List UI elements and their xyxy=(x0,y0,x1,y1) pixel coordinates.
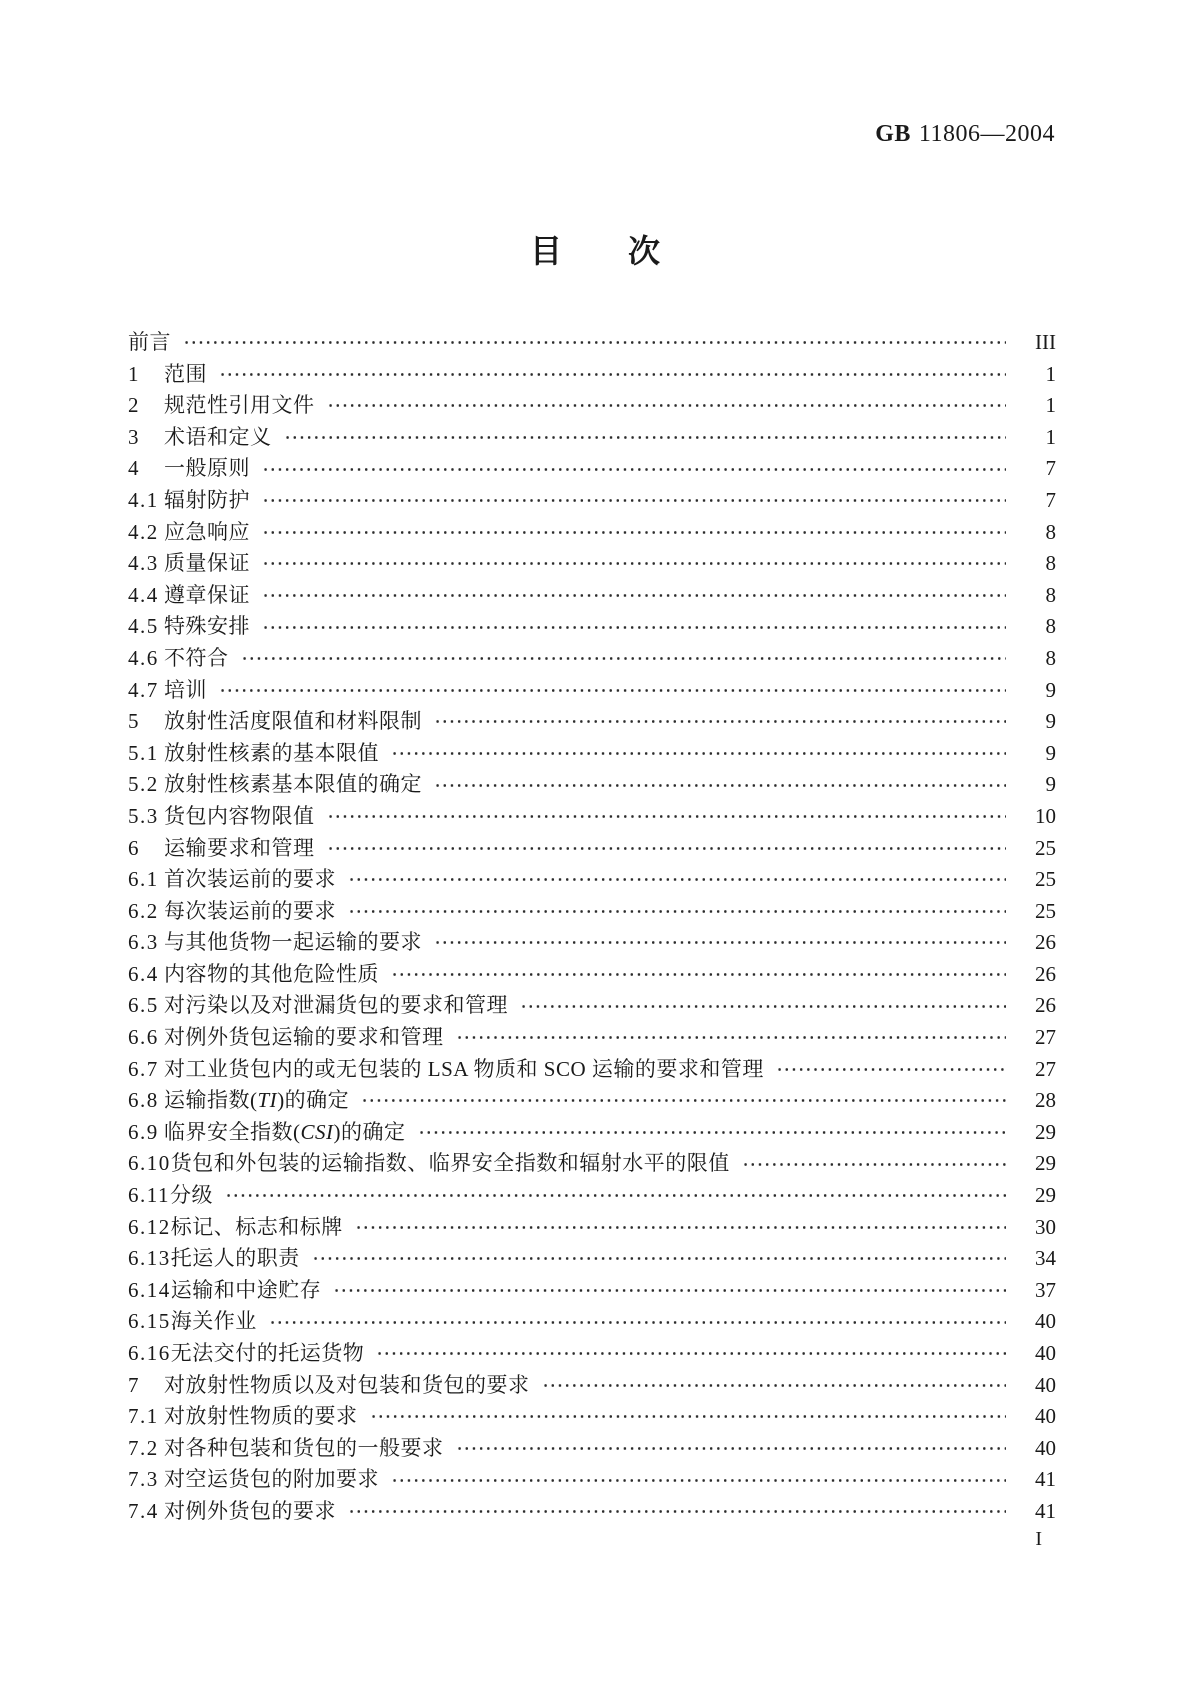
toc-row-number: 6.13 xyxy=(128,1246,171,1271)
toc-row-number: 6.4 xyxy=(128,961,159,986)
toc-row xyxy=(128,1148,1056,1180)
toc-row xyxy=(128,1117,1056,1149)
toc-row-page: 34 xyxy=(1035,1246,1056,1271)
toc-row-page: 40 xyxy=(1035,1372,1056,1397)
page-title: 目 次 xyxy=(529,233,661,269)
toc-row-title: 培训 xyxy=(164,677,207,702)
toc-row xyxy=(128,706,1056,738)
toc-row xyxy=(128,485,1056,517)
toc-row-number: 2 xyxy=(128,393,140,418)
toc-row-page: 29 xyxy=(1035,1119,1056,1144)
standard-code-number: 11806—2004 xyxy=(918,121,1055,147)
toc-row-number: 5 xyxy=(128,709,140,734)
toc-row xyxy=(128,517,1056,549)
toc-row-number: 3 xyxy=(128,424,140,449)
toc-row-dot-leader xyxy=(225,1180,1006,1212)
toc-row-page: 40 xyxy=(1035,1404,1056,1429)
toc-row xyxy=(128,390,1056,422)
toc-row-dot-leader xyxy=(262,485,1006,517)
toc-row-title: 无法交付的托运货物 xyxy=(170,1341,365,1365)
toc-row-dot-leader xyxy=(327,390,1007,422)
toc-row-title: 标记、标志和标牌 xyxy=(170,1214,343,1239)
toc-row-title: 海关作业 xyxy=(170,1309,257,1334)
toc-row-dot-leader xyxy=(262,548,1006,580)
toc-row-dot-leader xyxy=(348,1496,1006,1528)
toc-row xyxy=(128,990,1056,1022)
toc-row-number: 6.1 xyxy=(128,867,159,892)
toc-row-page: 9 xyxy=(1045,772,1056,797)
toc-row xyxy=(128,580,1056,612)
toc-row-dot-leader xyxy=(742,1148,1006,1180)
toc-row-dot-leader xyxy=(262,453,1006,485)
toc-row xyxy=(128,1401,1056,1433)
toc-row-dot-leader xyxy=(219,359,1006,391)
toc-row-title: 放射性活度限值和材料限制 xyxy=(164,709,422,734)
toc-row-page: 1 xyxy=(1045,361,1056,386)
toc-row-title: 对放射性物质的要求 xyxy=(164,1404,358,1429)
toc-row-page: 1 xyxy=(1045,393,1056,418)
toc-row xyxy=(128,1464,1056,1496)
toc-row-number: 7.4 xyxy=(128,1498,159,1523)
toc-row xyxy=(128,1496,1056,1528)
toc-row-page: 26 xyxy=(1035,961,1056,986)
toc-row-title: 质量保证 xyxy=(164,551,250,576)
toc-row-dot-leader xyxy=(262,580,1006,612)
toc-row-page: 8 xyxy=(1045,645,1056,670)
toc-row-title: 对例外货包的要求 xyxy=(164,1498,336,1523)
toc-row xyxy=(128,1370,1056,1402)
toc-row-page: 8 xyxy=(1045,551,1056,576)
toc-row-dot-leader xyxy=(269,1306,1006,1338)
toc-row xyxy=(128,801,1056,833)
toc-row-dot-leader xyxy=(241,643,1007,675)
toc-row-dot-leader xyxy=(542,1370,1007,1402)
toc-row-title: 与其他货物一起运输的要求 xyxy=(164,930,422,955)
toc-row-dot-leader xyxy=(262,611,1006,643)
toc-row xyxy=(128,1180,1056,1212)
toc-row xyxy=(128,833,1056,865)
toc-row-title: 对例外货包运输的要求和管理 xyxy=(164,1025,444,1050)
toc-row xyxy=(128,675,1056,707)
toc-row-dot-leader xyxy=(312,1243,1006,1275)
toc-row-title: 对各种包装和货包的一般要求 xyxy=(164,1435,444,1460)
toc-row-page: 40 xyxy=(1035,1341,1056,1365)
toc-row-page: 9 xyxy=(1045,677,1056,702)
toc-list xyxy=(128,327,1056,1528)
toc-row-dot-leader xyxy=(418,1117,1007,1149)
toc-row-dot-leader xyxy=(361,1085,1006,1117)
toc-row-title: 遵章保证 xyxy=(164,582,250,607)
toc-row-dot-leader xyxy=(284,422,1007,454)
toc-row-dot-leader xyxy=(776,1054,1006,1086)
toc-row-page: 40 xyxy=(1035,1435,1056,1460)
toc-row-dot-leader xyxy=(262,517,1006,549)
toc-row-page: 29 xyxy=(1035,1151,1056,1176)
toc-row-title: 货包内容物限值 xyxy=(164,803,315,828)
toc-row-page: 27 xyxy=(1035,1025,1056,1050)
toc-row-title: 对工业货包内的或无包装的 LSA 物质和 SCO 运输的要求和管理 xyxy=(164,1056,764,1081)
toc-row-number: 6.8 xyxy=(128,1088,159,1113)
toc-row xyxy=(128,738,1056,770)
toc-row-number: 4.7 xyxy=(128,677,159,702)
toc-row-number: 6.2 xyxy=(128,898,159,923)
toc-row-page: III xyxy=(1035,330,1056,354)
toc-row-page: 26 xyxy=(1035,930,1056,955)
toc-row xyxy=(128,896,1056,928)
toc-row xyxy=(128,1085,1056,1117)
toc-row xyxy=(128,611,1056,643)
toc-row-title: 临界安全指数(CSI)的确定 xyxy=(164,1119,406,1144)
footer-page-number: I xyxy=(1035,1528,1042,1550)
toc-row-dot-leader xyxy=(391,1464,1006,1496)
toc-row-dot-leader xyxy=(456,1433,1007,1465)
toc-row-number: 4.4 xyxy=(128,582,159,607)
toc-row-number: 7.1 xyxy=(128,1404,159,1429)
toc-row-page: 41 xyxy=(1035,1467,1056,1492)
toc-row-page: 8 xyxy=(1045,582,1056,607)
toc-row-dot-leader xyxy=(219,675,1006,707)
toc-row-title: 一般原则 xyxy=(164,456,250,481)
toc-row-page: 8 xyxy=(1045,519,1056,544)
toc-row xyxy=(128,769,1056,801)
toc-row-title: 规范性引用文件 xyxy=(164,393,315,418)
toc-row xyxy=(128,1054,1056,1086)
toc-row xyxy=(128,1212,1056,1244)
toc-row-title: 不符合 xyxy=(164,645,229,670)
toc-row-title: 前言 xyxy=(128,330,171,354)
toc-row-number: 4.1 xyxy=(128,487,159,512)
toc-row-dot-leader xyxy=(391,738,1006,770)
toc-row-dot-leader xyxy=(327,833,1007,865)
toc-row xyxy=(128,1243,1056,1275)
toc-row-number: 7.2 xyxy=(128,1435,159,1460)
toc-row-number: 7.3 xyxy=(128,1467,159,1492)
toc-row xyxy=(128,453,1056,485)
toc-row-number: 5.1 xyxy=(128,740,159,765)
toc-row-number: 6.16 xyxy=(128,1341,171,1365)
toc-row-number: 6.11 xyxy=(128,1183,170,1208)
toc-row-number: 5.3 xyxy=(128,803,159,828)
standard-code-prefix: GB xyxy=(875,121,911,147)
toc-row-number: 6.6 xyxy=(128,1025,159,1050)
toc-row-number: 4 xyxy=(128,456,140,481)
toc-row-dot-leader xyxy=(348,896,1006,928)
toc-row-page: 7 xyxy=(1045,456,1056,481)
toc-row xyxy=(128,927,1056,959)
toc-row-number: 7 xyxy=(128,1372,140,1397)
toc-row-dot-leader xyxy=(391,959,1006,991)
toc-row-page: 1 xyxy=(1045,424,1056,449)
toc-row-title: 运输指数(TI)的确定 xyxy=(164,1088,350,1113)
toc-row-title: 对污染以及对泄漏货包的要求和管理 xyxy=(164,993,508,1018)
toc-row-page: 37 xyxy=(1035,1277,1056,1302)
toc-row-dot-leader xyxy=(370,1401,1007,1433)
toc-row-title: 辐射防护 xyxy=(164,487,250,512)
toc-row xyxy=(128,959,1056,991)
toc-row-page: 30 xyxy=(1035,1214,1056,1239)
toc-row-title: 范围 xyxy=(164,361,207,386)
toc-row xyxy=(128,1275,1056,1307)
toc-row-page: 25 xyxy=(1035,867,1056,892)
toc-row-title: 托运人的职责 xyxy=(170,1246,300,1271)
toc-row-number: 6.5 xyxy=(128,993,159,1018)
toc-row-number: 6.14 xyxy=(128,1277,171,1302)
toc-row-title: 放射性核素的基本限值 xyxy=(164,740,379,765)
toc-row xyxy=(128,643,1056,675)
toc-row xyxy=(128,548,1056,580)
toc-row-number: 6.15 xyxy=(128,1309,171,1334)
toc-row-page: 9 xyxy=(1045,709,1056,734)
toc-row-page: 9 xyxy=(1045,740,1056,765)
toc-row-number: 6.7 xyxy=(128,1056,159,1081)
toc-row-page: 41 xyxy=(1035,1498,1056,1523)
toc-row-title: 每次装运前的要求 xyxy=(164,898,336,923)
toc-row xyxy=(128,1306,1056,1338)
toc-row-page: 29 xyxy=(1035,1183,1056,1208)
toc-row-title: 放射性核素基本限值的确定 xyxy=(164,772,422,797)
toc-row-page: 40 xyxy=(1035,1309,1056,1334)
toc-row-number: 4.3 xyxy=(128,551,159,576)
toc-row xyxy=(128,422,1056,454)
toc-row-dot-leader xyxy=(376,1338,1006,1370)
toc-row-title: 运输要求和管理 xyxy=(164,835,315,860)
toc-row xyxy=(128,359,1056,391)
toc-row-dot-leader xyxy=(434,927,1006,959)
toc-row-title: 运输和中途贮存 xyxy=(170,1277,322,1302)
toc-row-page: 7 xyxy=(1045,487,1056,512)
toc-row-page: 25 xyxy=(1035,835,1056,860)
toc-row-dot-leader xyxy=(434,706,1006,738)
toc-row-number: 1 xyxy=(128,361,140,386)
toc-row xyxy=(128,1433,1056,1465)
toc-row-number: 6 xyxy=(128,835,140,860)
toc-row-dot-leader xyxy=(456,1022,1007,1054)
toc-row xyxy=(128,864,1056,896)
toc-row-dot-leader xyxy=(355,1212,1006,1244)
toc-row-title: 分级 xyxy=(169,1183,213,1208)
toc-row-number: 6.10 xyxy=(128,1151,171,1176)
toc-row-dot-leader xyxy=(183,327,1006,359)
toc-row-title: 对放射性物质以及对包装和货包的要求 xyxy=(164,1372,530,1397)
toc-row-number: 6.9 xyxy=(128,1119,159,1144)
toc-row-page: 25 xyxy=(1035,898,1056,923)
toc-row-title: 首次装运前的要求 xyxy=(164,867,336,892)
toc-row-number: 4.6 xyxy=(128,645,159,670)
toc-row-number: 6.3 xyxy=(128,930,159,955)
toc-row-title: 特殊安排 xyxy=(164,614,250,639)
toc-row-title: 对空运货包的附加要求 xyxy=(164,1467,379,1492)
toc-row-dot-leader xyxy=(333,1275,1006,1307)
toc-row-dot-leader xyxy=(327,801,1007,833)
toc-row-page: 27 xyxy=(1035,1056,1056,1081)
toc-row-title: 内容物的其他危险性质 xyxy=(164,961,379,986)
toc-row-number: 5.2 xyxy=(128,772,159,797)
toc-row-title: 应急响应 xyxy=(164,519,250,544)
toc-row-dot-leader xyxy=(434,769,1006,801)
toc-row-page: 10 xyxy=(1035,803,1056,828)
toc-row-dot-leader xyxy=(348,864,1006,896)
toc-row-page: 26 xyxy=(1035,993,1056,1018)
toc-row-page: 8 xyxy=(1045,614,1056,639)
toc-row-number: 4.5 xyxy=(128,614,159,639)
toc-row-title: 货包和外包装的运输指数、临界安全指数和辐射水平的限值 xyxy=(170,1151,730,1176)
toc-row-title: 术语和定义 xyxy=(164,424,272,449)
toc-row-page: 28 xyxy=(1035,1088,1056,1113)
standard-code xyxy=(875,121,1055,148)
toc-row-number: 4.2 xyxy=(128,519,159,544)
toc-row xyxy=(128,1022,1056,1054)
toc-row-number: 6.12 xyxy=(128,1214,171,1239)
toc-row-dot-leader xyxy=(520,990,1006,1022)
toc-row xyxy=(128,1338,1056,1370)
toc-row xyxy=(128,327,1056,359)
